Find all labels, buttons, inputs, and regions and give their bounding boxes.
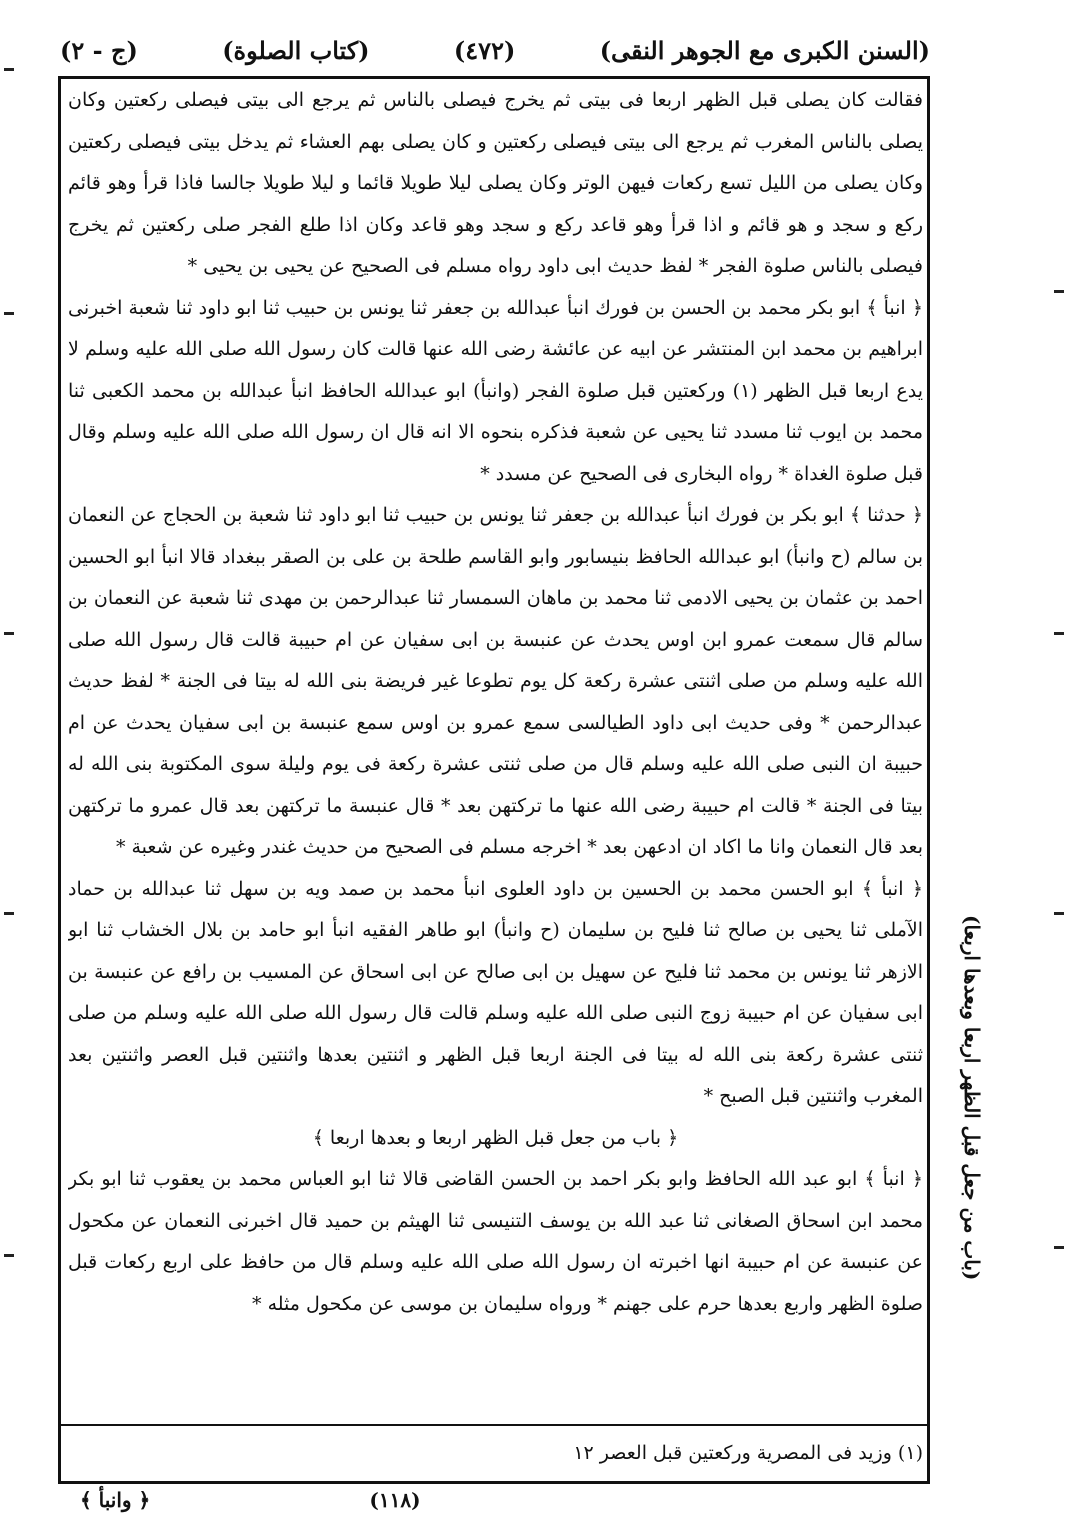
catchword: ﴿ وانبأ ﴾ <box>80 1488 151 1512</box>
margin-note: (باب من جعل قبل الظهر اربعا وبعدها اربعا) <box>960 914 984 1280</box>
edge-mark <box>4 68 14 71</box>
footnote: (١) وزيد فى المصرية وركعتين قبل العصر ١٢ <box>573 1442 923 1464</box>
paragraph: ﴿ حدثنا ﴾ ابو بكر بن فورك انبأ عبدالله بن جعفر ثنا يونس بن حبيب ثنا ابو داود ثنا شعبة بن الحجاج عن النعمان بن سالم (ح وانبأ) ابو عبدالله الحافظ بنيسابور وابو القاسم طلحة بن على بن الصقر ببغداد قالا انبأ ابو الحسين احمد بن عثمان بن يحيى الادمى ثنا محمد بن ماهان السمسار ثنا عبدالرحمن بن مهدى ثنا شعبة عن النعمان بن سالم قال سمعت عمرو ابن اوس يحدث عن عنبسة بن ابى سفيان عن ام حبيبة قالت قال رسول الله صلى الله عليه وسلم من صلى اثنتى عشرة ركعة كل يوم تطوعا غير فريضة بنى الله له بيتا فى الجنة * لفظ حديث عبدالرحمن * وفى حديث ابى داود الطيالسى سمع عمرو بن اوس سمع عنبسة بن ابى سفيان يحدث عن ام حبيبة ان النبى صلى الله عليه وسلم قال من صلى ثنتى عشرة ركعة فى يوم وليلة سوى المكتوبة بنى الله له بيتا فى الجنة * قالت ام حبيبة رضى الله عنها ما تركتهن بعد * قال عنبسة ما تركتهن بعد قال عمرو ما تركتهن بعد قال النعمان وانا ما اكاد ان ادعهن بعد * اخرجه مسلم فى الصحيح من حديث غندر وغيره عن شعبة * <box>68 504 923 858</box>
edge-mark <box>1054 290 1064 293</box>
edge-mark <box>4 632 14 635</box>
section-title: (كتاب الصلوة) <box>222 35 370 65</box>
running-head <box>60 30 930 70</box>
edge-mark <box>1054 632 1064 635</box>
header-page-number: (٤٧٢) <box>453 35 516 65</box>
chapter-heading: ﴿ باب من جعل قبل الظهر اربعا و بعدها اربعا ﴾ <box>312 1126 679 1149</box>
edge-mark <box>4 1254 14 1257</box>
edge-mark <box>4 312 14 315</box>
paragraph: ﴿ انبأ ﴾ ابو عبد الله الحافظ وابو بكر احمد بن الحسن القاضى قالا ثنا ابو العباس محمد بن يعقوب ثنا ابو بكر محمد ابن اسحاق الصغانى ثنا عبد الله بن يوسف التنيسى ثنا الهيثم بن حميد قال اخبرنى النعمان عن مكحول عن عنبسة عن ام حبيبة انها اخبرته ان رسول الله صلى الله عليه وسلم قال من حافظ على اربع ركعات قبل صلوة الظهر واربع بعدها حرم على جهنم * ورواه سليمان بن موسى عن مكحول مثله * <box>68 1168 923 1315</box>
edge-mark <box>1054 1246 1064 1249</box>
paragraph: ﴿ انبأ ﴾ ابو بكر محمد بن الحسن بن فورك انبأ عبدالله بن جعفر ثنا يونس بن حبيب ثنا ابو داود ثنا شعبة اخبرنى ابراهيم بن محمد ابن المنتشر عن ابيه عن عائشة رضى الله عنها قالت كان رسول الله صلى الله عليه وسلم لا يدع اربعا قبل الظهر (١) وركعتين قبل صلوة الفجر (وانبأ) ابو عبدالله الحافظ انبأ عبدالله بن محمد الكعبى ثنا محمد بن ايوب ثنا مسدد ثنا يحيى عن شعبة فذكره بنحوه الا انه قال ان رسول الله صلى الله عليه وسلم وقال قبل صلوة الغداة * رواه البخارى فى الصحيح عن مسدد * <box>68 296 923 485</box>
edge-mark <box>4 912 14 915</box>
volume-number: (ج - ٢) <box>60 35 138 65</box>
footnote-divider <box>58 1424 930 1426</box>
book-title: (السنن الكبرى مع الجوهر النقى) <box>599 35 930 65</box>
paragraph: فقالت كان يصلى قبل الظهر اربعا فى بيتى ثم يخرج فيصلى بالناس ثم يرجع الى بيتى فيصلى ركعتين وكان يصلى بالناس المغرب ثم يرجع الى بيتى فيصلى ركعتين و كان يصلى بهم العشاء ثم يدخل بيتى فيصلى ركعتين وكان يصلى من الليل تسع ركعات فيهن الوتر وكان يصلى ليلا طويلا قائما و ليلا طويلا جالسا فاذا قرأ وهو قائم ركع و سجد و هو قائم و اذا قرأ وهو قاعد ركع و سجد وهو قاعد وكان اذا طلع الفجر صلى ركعتين ثم يخرج فيصلى بالناس صلوة الفجر * لفظ حديث ابى داود رواه مسلم فى الصحيح عن يحيى بن يحيى * <box>68 89 923 277</box>
main-text <box>68 80 923 1420</box>
page-number: (١١٨) <box>369 1488 421 1512</box>
edge-mark <box>1054 912 1064 915</box>
paragraph: ﴿ انبأ ﴾ ابو الحسن محمد بن الحسين بن داود العلوى انبأ محمد بن صمد ويه بن سهل ثنا عبدالله بن حماد الآملى ثنا يحيى بن صالح ثنا فليح بن سليمان (ح وانبأ) ابو طاهر الفقيه انبأ ابو حامد بن بلال الخشاب ثنا ابو الازهر ثنا يونس بن محمد ثنا فليح عن سهيل بن ابى صالح عن ابى اسحاق عن المسيب بن رافع عن عنبسة بن ابى سفيان عن ام حبيبة زوج النبى صلى الله عليه وسلم قالت قال رسول الله صلى الله عليه وسلم من صلى ثنتى عشرة ركعة بنى الله له بيتا فى الجنة اربعا قبل الظهر و اثنتين بعدها واثنتين قبل العصر واثنتين بعد المغرب واثنتين قبل الصبح * <box>68 877 923 1107</box>
